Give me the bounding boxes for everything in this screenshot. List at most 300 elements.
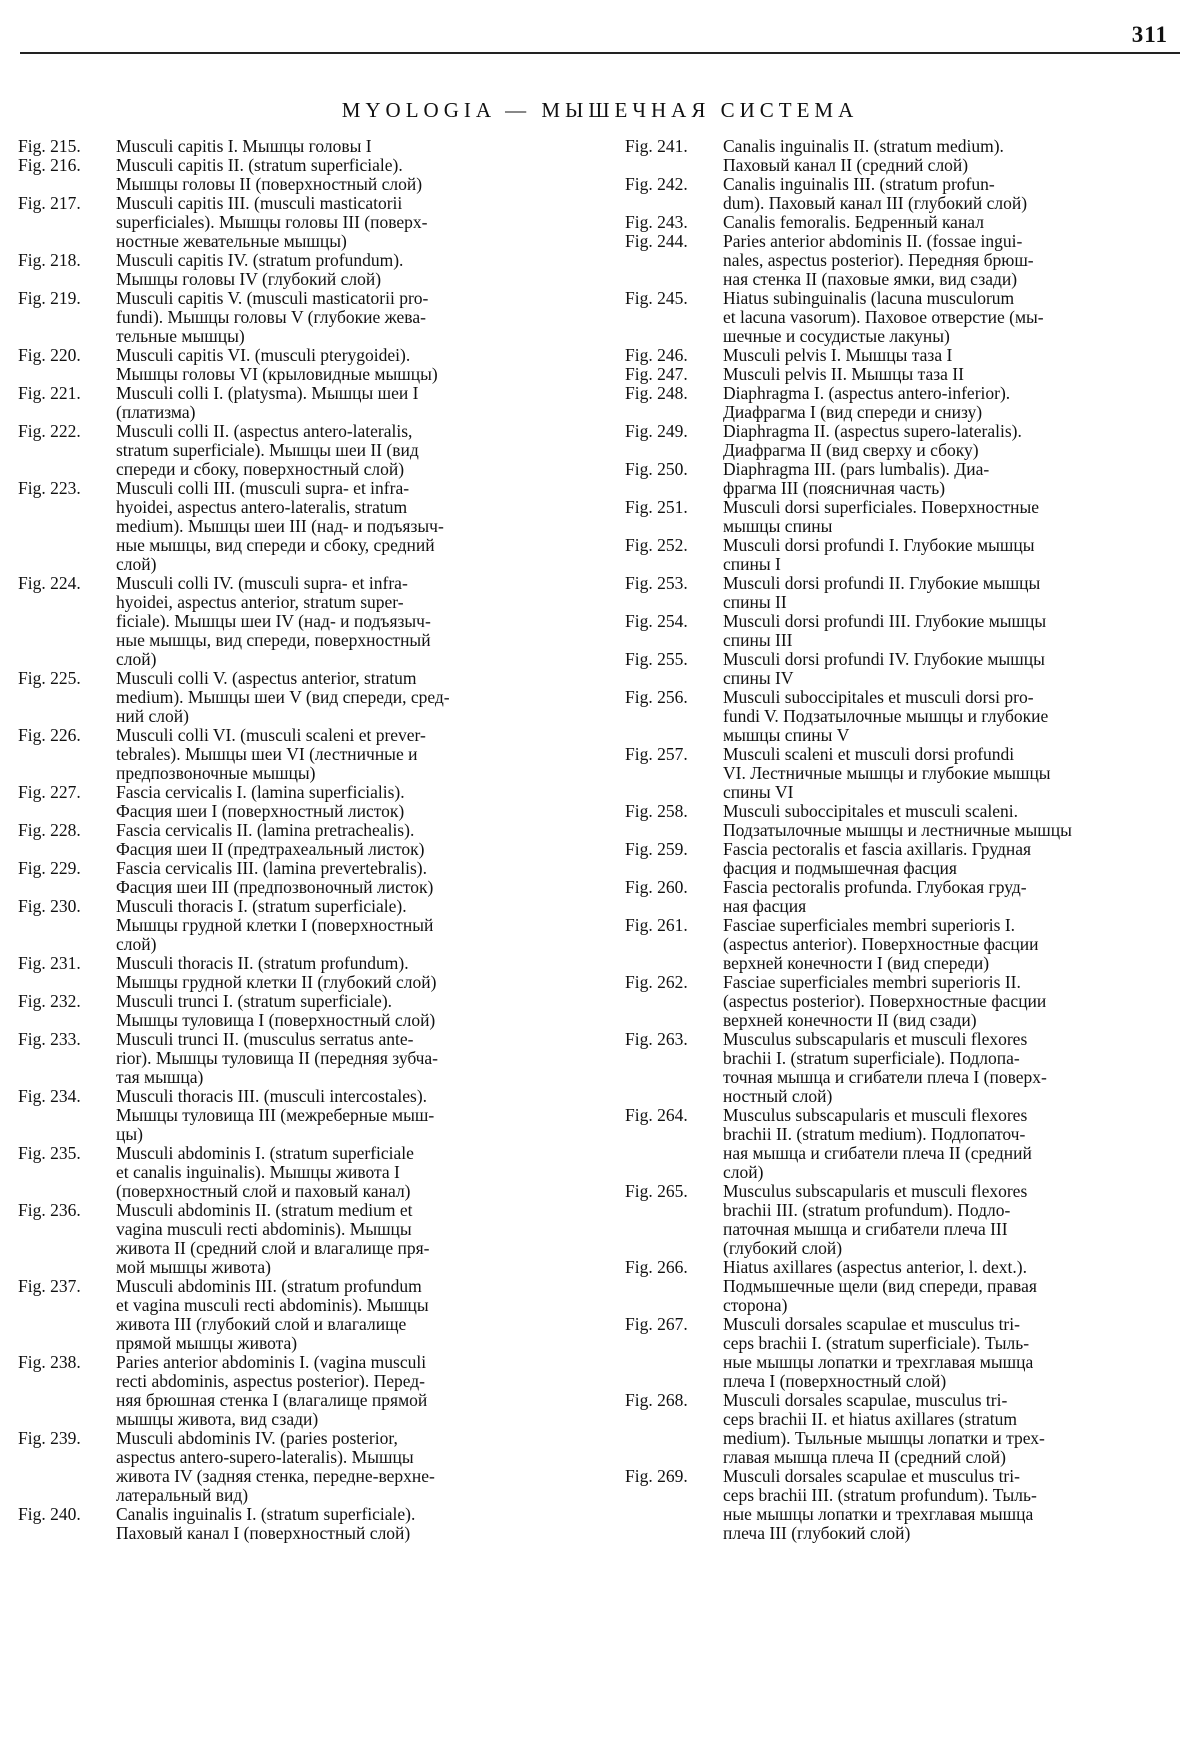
figure-number: Fig. 228.: [18, 820, 81, 840]
figure-entry: [625, 802, 1170, 840]
figure-entry: [18, 574, 580, 669]
caption-line: Diaphragma II. (aspectus supero-lateralis).: [723, 421, 1022, 441]
caption-line: предпозвоночные мышцы): [116, 763, 316, 783]
figure-number: Fig. 219.: [18, 288, 81, 308]
page-number: 311: [1131, 22, 1168, 47]
figure-caption: [723, 1315, 1170, 1391]
caption-line: tebrales). Мышцы шеи VI (лестничные и: [116, 744, 418, 764]
figure-entry: [18, 992, 580, 1030]
figure-entry: [625, 1258, 1170, 1315]
figure-caption: [723, 973, 1170, 1030]
figure-caption: [723, 460, 1170, 498]
figure-entry: [625, 688, 1170, 745]
figure-caption: [116, 897, 580, 954]
caption-line: vagina musculi recti abdominis). Мышцы: [116, 1219, 412, 1239]
figure-caption: [116, 1144, 580, 1201]
caption-line: Диафрагма II (вид сверху и сбоку): [723, 440, 979, 460]
figure-number: Fig. 247.: [625, 364, 688, 384]
figure-number: Fig. 229.: [18, 858, 81, 878]
figure-caption: [116, 1353, 580, 1429]
figure-entry: [18, 726, 580, 783]
figure-number: Fig. 217.: [18, 193, 81, 213]
figure-caption: [116, 1277, 580, 1353]
caption-line: Musculi dorsales scapulae et musculus tri-: [723, 1466, 1020, 1486]
caption-line: Canalis inguinalis I. (stratum superficiale).: [116, 1504, 416, 1524]
caption-line: главая мышца плеча II (средний слой): [723, 1447, 1006, 1467]
figure-number: Fig. 223.: [18, 478, 81, 498]
caption-line: верхней конечности I (вид спереди): [723, 953, 990, 973]
figure-number: Fig. 266.: [625, 1257, 688, 1277]
caption-line: (глубокий слой): [723, 1238, 843, 1258]
caption-line: Musculi capitis I. Мышцы головы I: [116, 136, 372, 156]
caption-line: Musculi colli VI. (musculi scaleni et prever-: [116, 725, 426, 745]
header-rule: [20, 52, 1180, 54]
caption-line: Musculi suboccipitales et musculi dorsi pro-: [723, 687, 1034, 707]
figure-entry: [625, 232, 1170, 289]
caption-line: точная мышца и сгибатели плеча I (поверх-: [723, 1067, 1047, 1087]
caption-line: Musculi trunci II. (musculus serratus ante-: [116, 1029, 414, 1049]
caption-line: Musculi dorsales scapulae et musculus tri-: [723, 1314, 1020, 1334]
figure-number: Fig. 257.: [625, 744, 688, 764]
caption-line: Paries anterior abdominis I. (vagina musculi: [116, 1352, 427, 1372]
figure-number: Fig. 267.: [625, 1314, 688, 1334]
caption-line: Паховый канал I (поверхностный слой): [116, 1523, 411, 1543]
caption-line: ficiale). Мышцы шеи IV (над- и подъязыч-: [116, 611, 431, 631]
figure-caption: [723, 137, 1170, 175]
caption-line: спины I: [723, 554, 781, 574]
figure-entry: [18, 479, 580, 574]
caption-line: Musculi suboccipitales et musculi scaleni.: [723, 801, 1019, 821]
caption-line: Musculi capitis V. (musculi masticatorii pro-: [116, 288, 429, 308]
figure-entry: [18, 1277, 580, 1353]
caption-line: Фасция шеи III (предпозвоночный листок): [116, 877, 434, 897]
figure-caption: [723, 422, 1170, 460]
caption-line: тельные мышцы): [116, 326, 245, 346]
caption-line: мышцы спины V: [723, 725, 850, 745]
figure-caption: [723, 498, 1170, 536]
caption-line: плеча III (глубокий слой): [723, 1523, 911, 1543]
figure-entry: [625, 878, 1170, 916]
figure-caption: [723, 650, 1170, 688]
caption-line: Мышцы головы IV (глубокий слой): [116, 269, 382, 289]
figure-caption: [116, 726, 580, 783]
figure-entry: [625, 916, 1170, 973]
caption-line: Musculi thoracis II. (stratum profundum).: [116, 953, 409, 973]
caption-line: Fascia cervicalis II. (lamina pretrachealis).: [116, 820, 415, 840]
caption-line: medium). Мышцы шеи V (вид спереди, сред-: [116, 687, 450, 707]
caption-line: Musculi dorsi profundi IV. Глубокие мышцы: [723, 649, 1045, 669]
caption-line: тая мышца): [116, 1067, 204, 1087]
figure-caption: [723, 745, 1170, 802]
figure-caption: [723, 1391, 1170, 1467]
figure-entry: [625, 1315, 1170, 1391]
caption-line: Musculus subscapularis et musculi flexores: [723, 1029, 1028, 1049]
figure-caption: [116, 1505, 580, 1543]
caption-line: brachii II. (stratum medium). Подлопаточ-: [723, 1124, 1026, 1144]
caption-line: Fascia cervicalis I. (lamina superficialis).: [116, 782, 405, 802]
caption-line: Мышцы грудной клетки I (поверхностный: [116, 915, 434, 935]
caption-line: цы): [116, 1124, 143, 1144]
figure-entry: [625, 422, 1170, 460]
figure-number: Fig. 224.: [18, 573, 81, 593]
caption-line: Подмышечные щели (вид спереди, правая: [723, 1276, 1037, 1296]
figure-caption: [116, 251, 580, 289]
caption-line: ная фасция: [723, 896, 807, 916]
figure-caption: [723, 232, 1170, 289]
figure-caption: [116, 384, 580, 422]
figure-number: Fig. 222.: [18, 421, 81, 441]
caption-line: Musculi thoracis III. (musculi intercostales).: [116, 1086, 428, 1106]
caption-line: Musculi abdominis II. (stratum medium et: [116, 1200, 413, 1220]
figure-entry: [625, 498, 1170, 536]
figure-number: Fig. 242.: [625, 174, 688, 194]
figure-number: Fig. 215.: [18, 136, 81, 156]
caption-line: ные мышцы лопатки и трехглавая мышца: [723, 1504, 1034, 1524]
figure-caption: [116, 954, 580, 992]
caption-line: Musculi colli IV. (musculi supra- et infra-: [116, 573, 408, 593]
caption-line: Fascia pectoralis profunda. Глубокая груд-: [723, 877, 1027, 897]
caption-line: слой): [116, 934, 157, 954]
caption-line: живота III (глубокий слой и влагалище: [116, 1314, 407, 1334]
figure-entry: [18, 669, 580, 726]
caption-line: спины III: [723, 630, 793, 650]
figure-entry: [625, 745, 1170, 802]
figure-number: Fig. 231.: [18, 953, 81, 973]
figure-caption: [116, 346, 580, 384]
figure-number: Fig. 265.: [625, 1181, 688, 1201]
caption-line: Musculi dorsi profundi III. Глубокие мышцы: [723, 611, 1047, 631]
figure-caption: [723, 1182, 1170, 1258]
caption-line: Fasciae superficiales membri superioris I.: [723, 915, 1016, 935]
figure-list-left-column: [18, 137, 580, 1543]
figure-entry: [625, 840, 1170, 878]
figure-number: Fig. 258.: [625, 801, 688, 821]
caption-line: Musculi abdominis I. (stratum superficiale: [116, 1143, 414, 1163]
caption-line: Paries anterior abdominis II. (fossae ingui-: [723, 231, 1023, 251]
figure-entry: [18, 821, 580, 859]
figure-entry: [625, 536, 1170, 574]
caption-line: Canalis inguinalis III. (stratum profun-: [723, 174, 995, 194]
caption-line: Musculi colli I. (platysma). Мышцы шеи I: [116, 383, 419, 403]
figure-number: Fig. 263.: [625, 1029, 688, 1049]
figure-caption: [723, 802, 1170, 840]
figure-entry: [18, 1429, 580, 1505]
caption-line: Musculi scaleni et musculi dorsi profundi: [723, 744, 1015, 764]
caption-line: Diaphragma I. (aspectus antero-inferior).: [723, 383, 1011, 403]
caption-line: hyoidei, aspectus anterior, stratum super-: [116, 592, 404, 612]
caption-line: живота II (средний слой и влагалище пря-: [116, 1238, 430, 1258]
caption-line: Musculi colli III. (musculi supra- et infra-: [116, 478, 410, 498]
caption-line: фасция и подмышечная фасция: [723, 858, 957, 878]
figure-caption: [723, 1030, 1170, 1106]
figure-caption: [723, 916, 1170, 973]
caption-line: ний слой): [116, 706, 189, 726]
figure-entry: [625, 175, 1170, 213]
caption-line: Diaphragma III. (pars lumbalis). Диа-: [723, 459, 990, 479]
caption-line: et canalis inguinalis). Мышцы живота I: [116, 1162, 400, 1182]
figure-caption: [723, 1467, 1170, 1543]
figure-number: Fig. 251.: [625, 497, 688, 517]
figure-number: Fig. 218.: [18, 250, 81, 270]
figure-number: Fig. 246.: [625, 345, 688, 365]
caption-line: superficiales). Мышцы головы III (поверх-: [116, 212, 428, 232]
caption-line: (aspectus posterior). Поверхностные фасции: [723, 991, 1047, 1011]
caption-line: Musculus subscapularis et musculi flexores: [723, 1105, 1028, 1125]
figure-number: Fig. 260.: [625, 877, 688, 897]
figure-caption: [723, 612, 1170, 650]
caption-line: паточная мышца и сгибатели плеча III: [723, 1219, 1008, 1239]
caption-line: fundi). Мышцы головы V (глубокие жева-: [116, 307, 426, 327]
figure-entry: [18, 422, 580, 479]
figure-entry: [18, 1087, 580, 1144]
figure-entry: [625, 973, 1170, 1030]
figure-number: Fig. 256.: [625, 687, 688, 707]
figure-caption: [723, 289, 1170, 346]
figure-caption: [723, 346, 1170, 365]
figure-entry: [18, 194, 580, 251]
figure-caption: [723, 175, 1170, 213]
caption-line: Musculus subscapularis et musculi flexores: [723, 1181, 1028, 1201]
caption-line: Musculi colli V. (aspectus anterior, stratum: [116, 668, 417, 688]
caption-line: Musculi abdominis IV. (paries posterior,: [116, 1428, 398, 1448]
caption-line: Подзатылочные мышцы и лестничные мышцы: [723, 820, 1072, 840]
figure-number: Fig. 216.: [18, 155, 81, 175]
figure-number: Fig. 261.: [625, 915, 688, 935]
figure-caption: [116, 1201, 580, 1277]
figure-caption: [116, 422, 580, 479]
figure-entry: [18, 783, 580, 821]
figure-entry: [18, 1505, 580, 1543]
caption-line: medium). Тыльные мышцы лопатки и трех-: [723, 1428, 1045, 1448]
caption-line: Fascia cervicalis III. (lamina prevertebralis).: [116, 858, 427, 878]
caption-line: Canalis femoralis. Бедренный канал: [723, 212, 984, 232]
figure-caption: [723, 878, 1170, 916]
caption-line: Musculi capitis III. (musculi masticatorii: [116, 193, 403, 213]
figure-number: Fig. 233.: [18, 1029, 81, 1049]
caption-line: ceps brachii I. (stratum superficiale). Тыль-: [723, 1333, 1030, 1353]
caption-line: Canalis inguinalis II. (stratum medium).: [723, 136, 1004, 156]
figure-entry: [18, 1201, 580, 1277]
caption-line: rior). Мышцы туловища II (передняя зубча-: [116, 1048, 438, 1068]
figure-number: Fig. 259.: [625, 839, 688, 859]
figure-caption: [116, 1429, 580, 1505]
caption-line: Musculi thoracis I. (stratum superficiale).: [116, 896, 407, 916]
figure-number: Fig. 245.: [625, 288, 688, 308]
figure-caption: [723, 840, 1170, 878]
caption-line: латеральный вид): [116, 1485, 249, 1505]
caption-line: ная мышца и сгибатели плеча II (средний: [723, 1143, 1032, 1163]
caption-line: мышцы живота, вид сзади): [116, 1409, 319, 1429]
caption-line: Fasciae superficiales membri superioris II.: [723, 972, 1021, 992]
figure-caption: [116, 992, 580, 1030]
caption-line: recti abdominis, aspectus posterior). Перед-: [116, 1371, 425, 1391]
figure-entry: [625, 574, 1170, 612]
figure-caption: [723, 574, 1170, 612]
caption-line: ностные жевательные мышцы): [116, 231, 347, 251]
caption-line: stratum superficiale). Мышцы шеи II (вид: [116, 440, 419, 460]
caption-line: nales, aspectus posterior). Передняя брюш-: [723, 250, 1034, 270]
figure-number: Fig. 243.: [625, 212, 688, 232]
caption-line: Musculi dorsi profundi I. Глубокие мышцы: [723, 535, 1035, 555]
caption-line: et vagina musculi recti abdominis). Мышцы: [116, 1295, 429, 1315]
caption-line: medium). Мышцы шеи III (над- и подъязыч-: [116, 516, 444, 536]
figure-entry: [625, 1467, 1170, 1543]
caption-line: фрагма III (поясничная часть): [723, 478, 946, 498]
figure-entry: [625, 1106, 1170, 1182]
caption-line: Fascia pectoralis et fascia axillaris. Грудная: [723, 839, 1032, 859]
caption-line: Musculi pelvis I. Мышцы таза I: [723, 345, 953, 365]
figure-entry: [625, 137, 1170, 175]
figure-caption: [116, 1030, 580, 1087]
caption-line: Мышцы туловища III (межреберные мыш-: [116, 1105, 435, 1125]
caption-line: шечные и сосудистые лакуны): [723, 326, 950, 346]
caption-line: Фасция шеи II (предтрахеальный листок): [116, 839, 425, 859]
caption-line: Musculi dorsi profundi II. Глубокие мышцы: [723, 573, 1041, 593]
caption-line: мышцы спины: [723, 516, 833, 536]
figure-entry: [625, 460, 1170, 498]
caption-line: et lacuna vasorum). Паховое отверстие (мы-: [723, 307, 1044, 327]
caption-line: Hiatus subinguinalis (lacuna musculorum: [723, 288, 1015, 308]
caption-line: VI. Лестничные мышцы и глубокие мышцы: [723, 763, 1051, 783]
figure-entry: [18, 346, 580, 384]
caption-line: Мышцы туловища I (поверхностный слой): [116, 1010, 436, 1030]
figure-caption: [116, 574, 580, 669]
figure-entry: [625, 346, 1170, 365]
figure-caption: [116, 1087, 580, 1144]
figure-number: Fig. 237.: [18, 1276, 81, 1296]
caption-line: ные мышцы лопатки и трехглавая мышца: [723, 1352, 1034, 1372]
figure-entry: [18, 1353, 580, 1429]
caption-line: Мышцы головы VI (крыловидные мышцы): [116, 364, 438, 384]
figure-number: Fig. 221.: [18, 383, 81, 403]
caption-line: мой мышцы живота): [116, 1257, 271, 1277]
figure-caption: [723, 384, 1170, 422]
figure-caption: [723, 1106, 1170, 1182]
caption-line: слой): [116, 554, 157, 574]
caption-line: няя брюшная стенка I (влагалище прямой: [116, 1390, 428, 1410]
figure-number: Fig. 240.: [18, 1504, 81, 1524]
figure-number: Fig. 230.: [18, 896, 81, 916]
caption-line: dum). Паховый канал III (глубокий слой): [723, 193, 1028, 213]
figure-caption: [116, 194, 580, 251]
caption-line: ные мышцы, вид спереди и сбоку, средний: [116, 535, 435, 555]
caption-line: спины VI: [723, 782, 794, 802]
caption-line: Musculi capitis IV. (stratum profundum).: [116, 250, 404, 270]
figure-number: Fig. 235.: [18, 1143, 81, 1163]
caption-line: прямой мышцы живота): [116, 1333, 298, 1353]
caption-line: brachii I. (stratum superficiale). Подлопа-: [723, 1048, 1020, 1068]
figure-entry: [625, 213, 1170, 232]
caption-line: hyoidei, aspectus antero-lateralis, stratum: [116, 497, 408, 517]
caption-line: Мышцы головы II (поверхностный слой): [116, 174, 423, 194]
caption-line: Musculi capitis II. (stratum superficiale).: [116, 155, 403, 175]
figure-entry: [625, 1391, 1170, 1467]
caption-line: Фасция шеи I (поверхностный листок): [116, 801, 405, 821]
figure-number: Fig. 248.: [625, 383, 688, 403]
caption-line: Диафрагма I (вид спереди и снизу): [723, 402, 983, 422]
caption-line: спины II: [723, 592, 787, 612]
caption-line: ceps brachii III. (stratum profundum). Тыль-: [723, 1485, 1037, 1505]
figure-caption: [116, 859, 580, 897]
figure-number: Fig. 255.: [625, 649, 688, 669]
caption-line: сторона): [723, 1295, 788, 1315]
figure-entry: [18, 384, 580, 422]
caption-line: Musculi colli II. (aspectus antero-lateralis,: [116, 421, 413, 441]
figure-number: Fig. 250.: [625, 459, 688, 479]
figure-number: Fig. 227.: [18, 782, 81, 802]
figure-entry: [625, 289, 1170, 346]
figure-caption: [723, 1258, 1170, 1315]
caption-line: Musculi capitis VI. (musculi pterygoidei).: [116, 345, 411, 365]
figure-entry: [625, 1030, 1170, 1106]
figure-number: Fig. 241.: [625, 136, 688, 156]
figure-caption: [116, 821, 580, 859]
caption-line: Musculi abdominis III. (stratum profundum: [116, 1276, 422, 1296]
figure-caption: [723, 365, 1170, 384]
figure-number: Fig. 239.: [18, 1428, 81, 1448]
caption-line: Musculi dorsales scapulae, musculus tri-: [723, 1390, 1008, 1410]
figure-number: Fig. 225.: [18, 668, 81, 688]
figure-entry: [18, 251, 580, 289]
figure-caption: [116, 137, 580, 156]
figure-entry: [18, 954, 580, 992]
caption-line: (платизма): [116, 402, 196, 422]
figure-caption: [116, 289, 580, 346]
figure-entry: [18, 1030, 580, 1087]
figure-number: Fig. 249.: [625, 421, 688, 441]
caption-line: fundi V. Подзатылочные мышцы и глубокие: [723, 706, 1049, 726]
figure-number: Fig. 262.: [625, 972, 688, 992]
caption-line: ceps brachii II. et hiatus axillares (stratum: [723, 1409, 1017, 1429]
caption-line: верхней конечности II (вид сзади): [723, 1010, 977, 1030]
caption-line: (поверхностный слой и паховый канал): [116, 1181, 411, 1201]
figure-number: Fig. 264.: [625, 1105, 688, 1125]
caption-line: ная стенка II (паховые ямки, вид сзади): [723, 269, 1018, 289]
figure-caption: [116, 669, 580, 726]
figure-caption: [116, 783, 580, 821]
figure-entry: [625, 1182, 1170, 1258]
caption-line: Паховый канал II (средний слой): [723, 155, 969, 175]
figure-entry: [625, 384, 1170, 422]
caption-line: слой): [723, 1162, 764, 1182]
figure-number: Fig. 252.: [625, 535, 688, 555]
figure-number: Fig. 269.: [625, 1466, 688, 1486]
figure-list-right-column: [625, 137, 1170, 1543]
figure-entry: [18, 859, 580, 897]
section-title: MYOLOGIA — МЫШЕЧНАЯ СИСТЕМА: [341, 98, 859, 122]
figure-caption: [723, 213, 1170, 232]
figure-number: Fig. 234.: [18, 1086, 81, 1106]
caption-line: слой): [116, 649, 157, 669]
caption-line: плеча I (поверхностный слой): [723, 1371, 947, 1391]
figure-number: Fig. 244.: [625, 231, 688, 251]
figure-entry: [18, 289, 580, 346]
figure-entry: [18, 897, 580, 954]
caption-line: (aspectus anterior). Поверхностные фасции: [723, 934, 1039, 954]
figure-number: Fig. 238.: [18, 1352, 81, 1372]
figure-entry: [625, 650, 1170, 688]
figure-entry: [18, 1144, 580, 1201]
figure-entry: [625, 365, 1170, 384]
caption-line: aspectus antero-supero-lateralis). Мышцы: [116, 1447, 414, 1467]
caption-line: ные мышцы, вид спереди, поверхностный: [116, 630, 431, 650]
figure-caption: [116, 479, 580, 574]
figure-number: Fig. 236.: [18, 1200, 81, 1220]
figure-entry: [18, 156, 580, 194]
figure-number: Fig. 226.: [18, 725, 81, 745]
figure-number: Fig. 268.: [625, 1390, 688, 1410]
figure-number: Fig. 253.: [625, 573, 688, 593]
